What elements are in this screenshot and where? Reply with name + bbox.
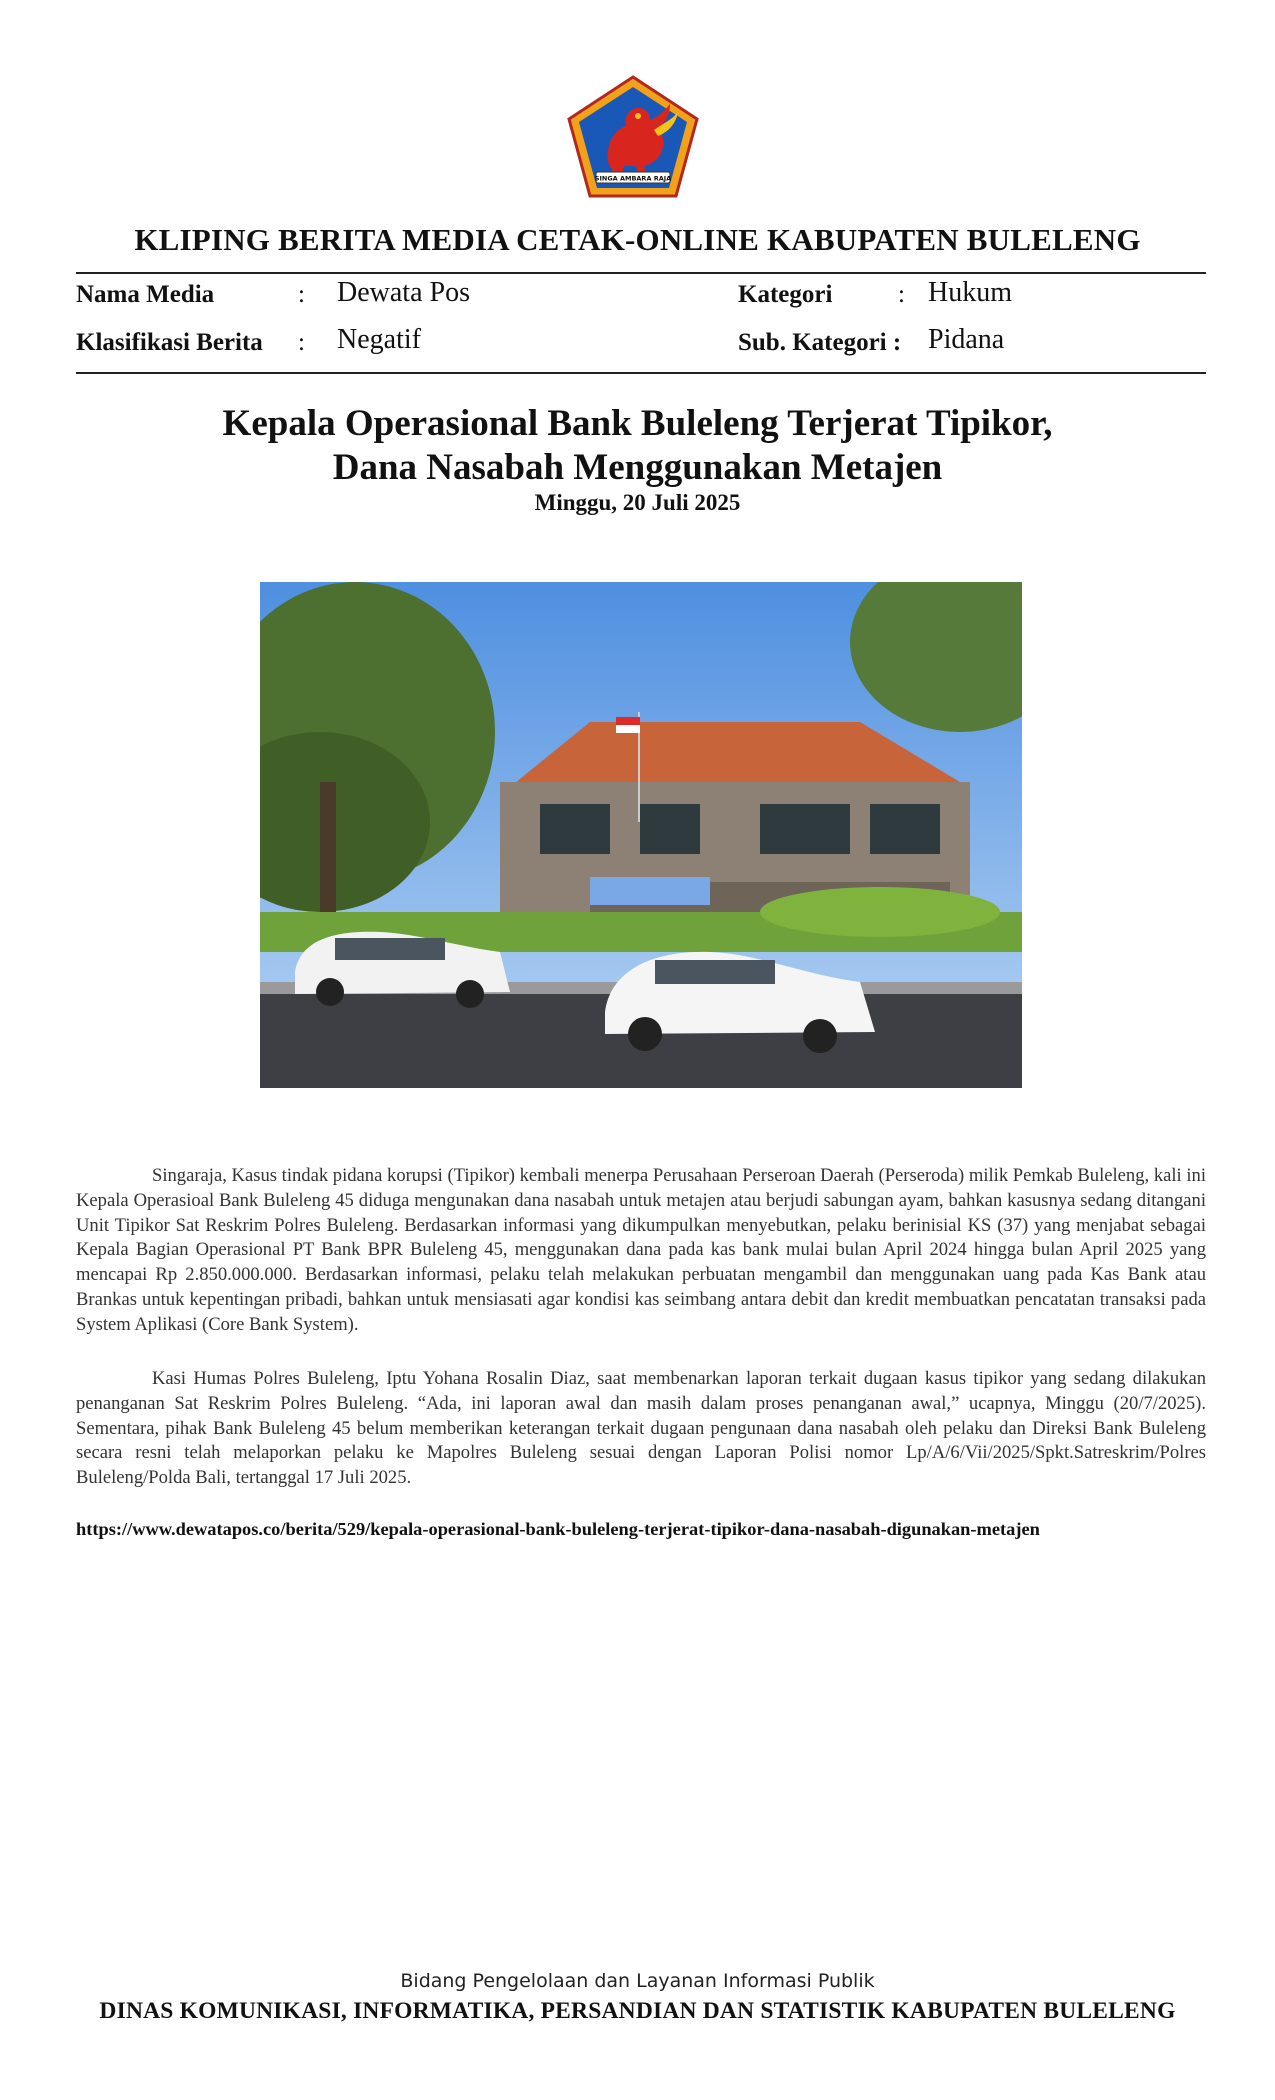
article-title-line-1: Kepala Operasional Bank Buleleng Terjerat Tipikor, [222, 403, 1053, 444]
article-paragraph-2-text: Kasi Humas Polres Buleleng, Iptu Yohana Rosalin Diaz, saat membenarkan laporan terkait dugaan kasus tipikor yang sedang dilakukan penanganan Sat Reskrim Polres Buleleng. “Ada, ini laporan awal dan masih dalam proses penanganan awal,” ucapnya, Minggu (20/7/2025). Sementara, pihak Bank Buleleng 45 belum memberikan keterangan terkait dugaan pengunaan dana nasabah oleh pelaku dan Direksi Bank Buleleng secara resni telah melaporkan pelaku ke Mapolres Buleleng sesuai dengan Laporan Polisi nomor Lp/A/6/Vii/2025/Spkt.Satreskrim/Polres Buleleng/Polda Bali, tertanggal 17 Juli 2025. [76, 1368, 1206, 1489]
article-paragraph-2 [76, 1367, 1206, 1491]
article-paragraph-1 [76, 1164, 1206, 1338]
footer-subtitle: Bidang Pengelolaan dan Layanan Informasi Publik [400, 1970, 875, 1992]
nama-media-value: Dewata Pos [337, 277, 470, 308]
nama-media-label: Nama Media [76, 281, 215, 308]
sub-kategori-label: Sub. Kategori : [738, 329, 902, 356]
kategori-colon: : [898, 281, 905, 308]
klasifikasi-colon: : [298, 329, 305, 356]
header-divider-bottom [76, 372, 1206, 374]
article-title [0, 402, 1275, 490]
article-photo [260, 582, 1022, 1088]
article-title-line-2: Dana Nasabah Menggunakan Metajen [332, 447, 943, 488]
kategori-label: Kategori [738, 281, 833, 308]
article-paragraph-1-text: Singaraja, Kasus tindak pidana korupsi (Tipikor) kembali menerpa Perusahaan Perseroan Daerah (Perseroda) milik Pemkab Buleleng, kali ini Kepala Operasioal Bank Buleleng 45 diduga mengunakan dana nasabah untuk metajen atau berjudi sabungan ayam, bahkan kasusnya sedang ditangani Unit Tipikor Sat Reskrim Polres Buleleng. Berdasarkan informasi yang dikumpulkan menyebutkan, pelaku berinisial KS (37) yang menjabat sebagai Kepala Bagian Operasional PT Bank BPR Buleleng 45, menggunakan dana pada kas bank mulai bulan April 2024 hingga bulan April 2025 yang mencapai Rp 2.850.000.000. Berdasarkan informasi, pelaku telah melakukan perbuatan mengambil dan menggunakan uang pada Kas Bank atau Brankas untuk kepentingan pribadi, bahkan untuk mensiasati agar kondisi kas seimbang antara debit dan kredit membuatkan pencatatan transaksi pada System Aplikasi (Core Bank System). [76, 1165, 1206, 1335]
nama-media-colon: : [298, 281, 305, 308]
clipping-header-title: KLIPING BERITA MEDIA CETAK-ONLINE KABUPATEN BULELENG [134, 222, 1141, 257]
sub-kategori-value: Pidana [928, 324, 1005, 355]
regency-emblem-logo [566, 74, 700, 200]
source-url-link[interactable]: https://www.dewatapos.co/berita/529/kepala-operasional-bank-buleleng-terjerat-tipikor-dana-nasabah-digunakan-metajen [76, 1519, 1040, 1539]
klasifikasi-label: Klasifikasi Berita [76, 329, 263, 356]
header-divider-top [76, 272, 1206, 274]
klasifikasi-value: Negatif [337, 324, 421, 355]
kategori-value: Hukum [928, 277, 1012, 308]
article-date: Minggu, 20 Juli 2025 [534, 490, 741, 515]
footer-agency-name: DINAS KOMUNIKASI, INFORMATIKA, PERSANDIAN DAN STATISTIK KABUPATEN BULELENG [99, 1998, 1176, 2024]
emblem-motto: SINGA AMBARA RAJA [594, 174, 672, 183]
